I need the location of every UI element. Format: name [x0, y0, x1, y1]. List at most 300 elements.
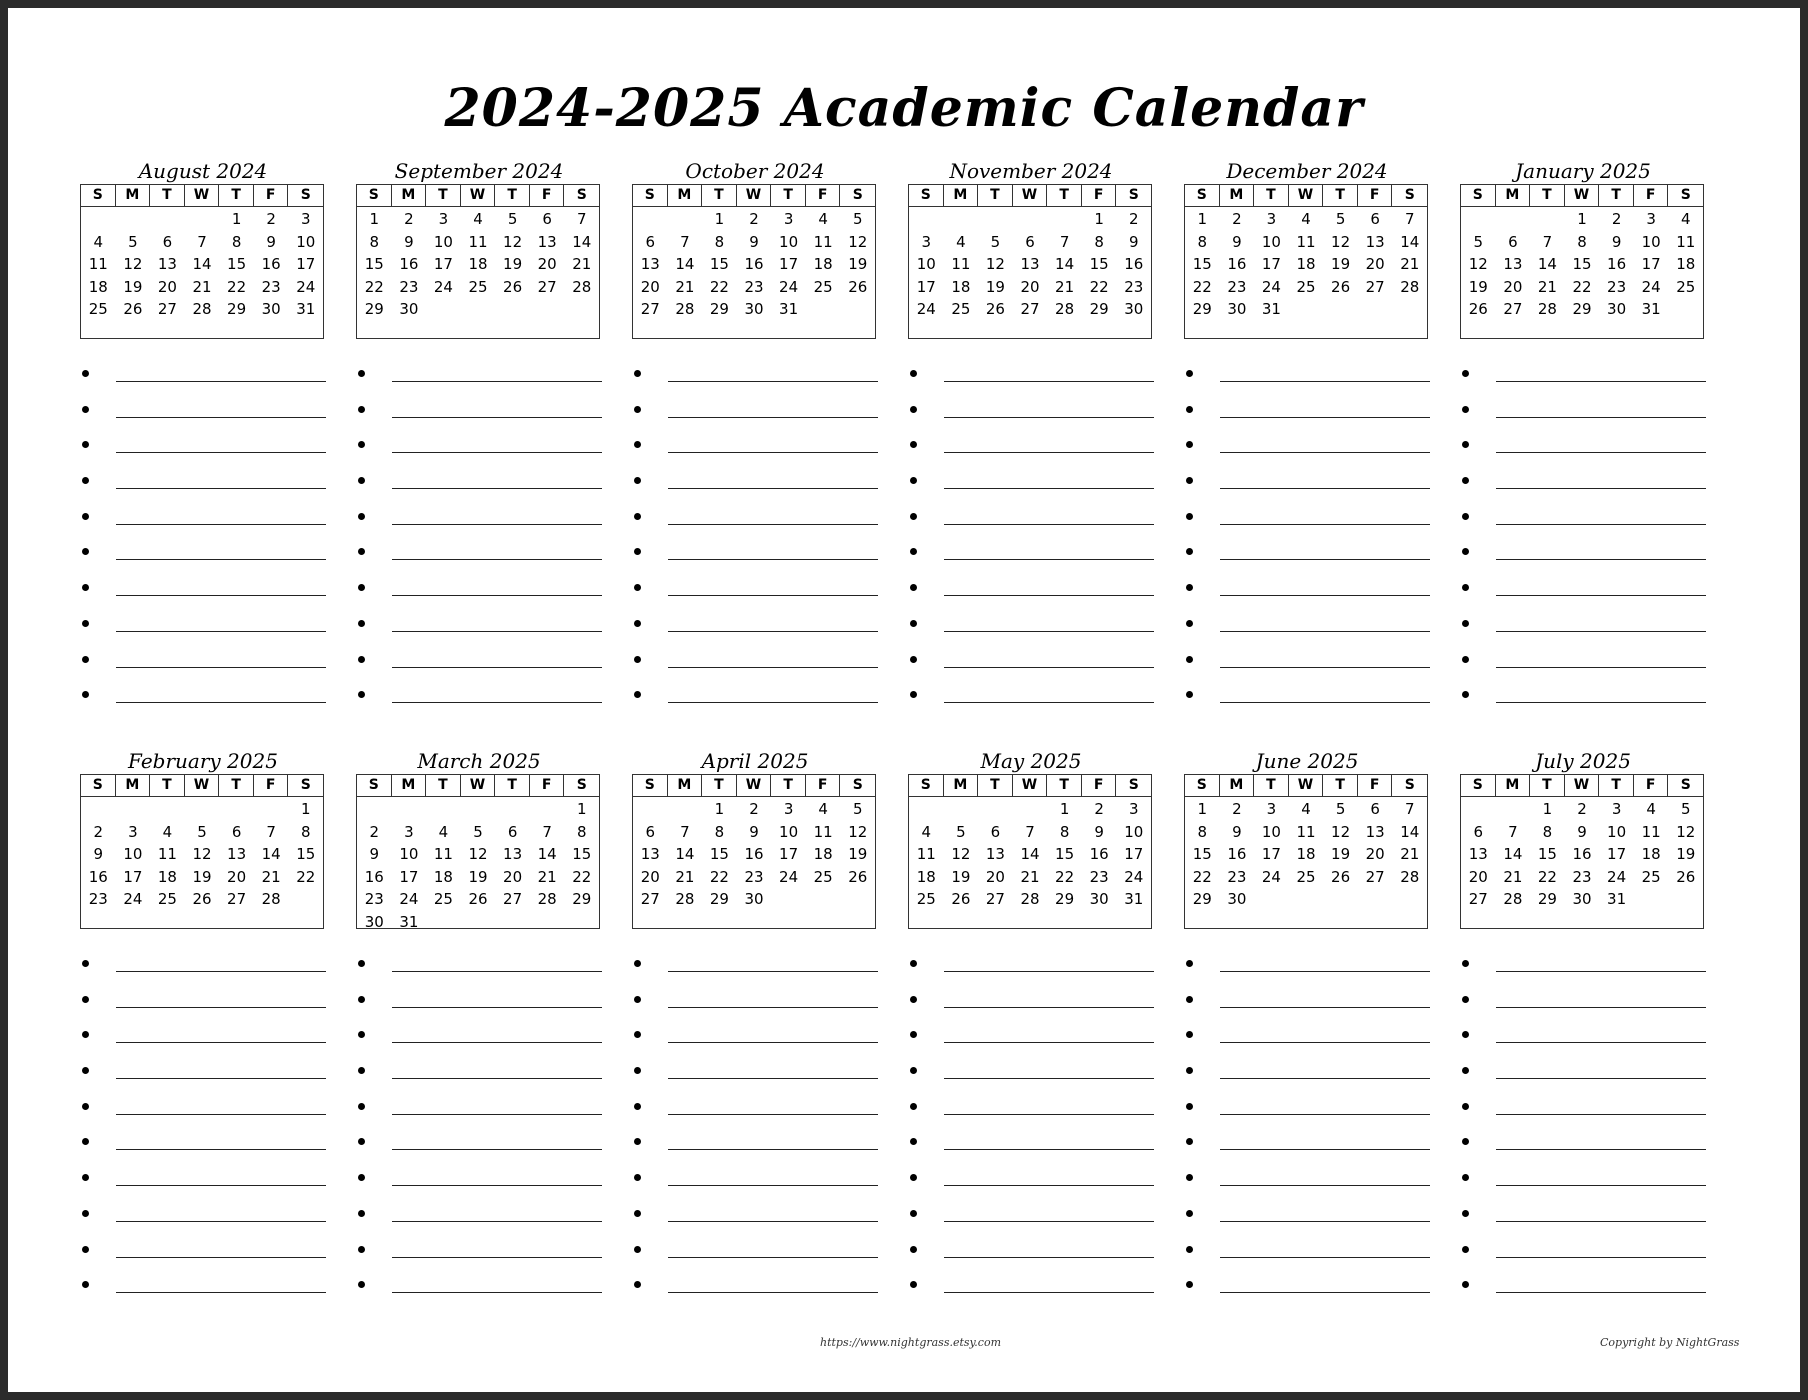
day-cell: 6 [645, 232, 656, 251]
note-line[interactable] [908, 1275, 1154, 1311]
note-line[interactable] [1460, 954, 1706, 990]
week-row [81, 798, 323, 821]
note-line[interactable] [356, 990, 602, 1026]
note-line[interactable] [1460, 1061, 1706, 1097]
note-line[interactable] [356, 1204, 602, 1240]
note-line[interactable] [632, 1132, 878, 1168]
day-cell: 23 [1124, 277, 1144, 296]
week-row [81, 843, 323, 866]
week-row [81, 888, 323, 911]
day-cell: 19 [1676, 845, 1696, 863]
note-line[interactable] [1460, 685, 1706, 721]
note-line[interactable] [1184, 1240, 1430, 1276]
bullet-icon [910, 1210, 917, 1217]
day-cell: 14 [1400, 822, 1420, 841]
bullet-icon [910, 441, 917, 448]
note-line[interactable] [80, 507, 326, 543]
day-cell: 17 [433, 255, 453, 273]
note-line[interactable] [356, 364, 602, 400]
note-line[interactable] [632, 542, 878, 578]
note-line[interactable] [356, 614, 602, 650]
note-line[interactable] [1460, 471, 1706, 507]
note-line[interactable] [80, 1061, 326, 1097]
day-cell [806, 298, 841, 321]
day-cell: 24 [296, 277, 316, 296]
bullet-icon [1462, 960, 1469, 967]
weekday-header: T [1047, 185, 1082, 206]
note-line[interactable] [1184, 1025, 1430, 1061]
day-cell: 6 [507, 822, 518, 841]
note-line[interactable] [632, 990, 878, 1026]
note-line[interactable] [632, 614, 878, 650]
day-cell [978, 798, 1013, 821]
bullet-icon [1186, 1281, 1193, 1288]
day-cell: 19 [1468, 277, 1488, 296]
note-line[interactable] [80, 650, 326, 686]
writing-line [116, 971, 326, 972]
writing-line [668, 1149, 878, 1150]
note-line[interactable] [80, 954, 326, 990]
note-line[interactable] [1184, 954, 1430, 990]
note-line[interactable] [1184, 471, 1430, 507]
day-cell: 9 [404, 232, 414, 251]
note-line[interactable] [632, 400, 878, 436]
note-line[interactable] [908, 650, 1154, 686]
bullet-icon [1462, 1210, 1469, 1217]
day-cell: 9 [1128, 232, 1139, 251]
day-cell: 11 [1676, 232, 1696, 251]
note-line[interactable] [356, 1240, 602, 1276]
month-name: June 2025 [1255, 749, 1359, 773]
day-cell [1392, 888, 1427, 911]
day-cell: 8 [1197, 822, 1208, 841]
note-line[interactable] [80, 614, 326, 650]
writing-line [1220, 1007, 1430, 1008]
day-cell [426, 911, 461, 934]
bullet-icon [910, 513, 917, 520]
day-cell: 10 [399, 845, 419, 863]
weekday-header: W [737, 185, 772, 206]
note-line[interactable] [632, 685, 878, 721]
note-line[interactable] [80, 364, 326, 400]
writing-line [668, 559, 878, 560]
note-line[interactable] [632, 364, 878, 400]
note-line[interactable] [632, 435, 878, 471]
bullet-icon [1462, 477, 1469, 484]
writing-line [944, 1042, 1154, 1043]
day-cell: 7 [680, 822, 690, 841]
writing-line [116, 452, 326, 453]
day-cell: 7 [1025, 822, 1035, 841]
note-line[interactable] [908, 364, 1154, 400]
day-cell: 4 [438, 822, 449, 841]
note-line[interactable] [1460, 1168, 1706, 1204]
note-line[interactable] [80, 400, 326, 436]
weekday-header: M [668, 185, 703, 206]
day-cell [185, 208, 220, 231]
day-cell: 16 [1227, 845, 1247, 863]
writing-line [1496, 1114, 1706, 1115]
note-line[interactable] [80, 471, 326, 507]
day-cell: 10 [1124, 822, 1144, 841]
day-cell: 8 [1059, 822, 1070, 841]
day-cell: 18 [951, 277, 971, 296]
day-cell: 4 [93, 232, 104, 251]
writing-line [392, 559, 602, 560]
month-name: October 2024 [685, 159, 825, 183]
day-cell: 1 [714, 210, 725, 228]
note-line[interactable] [80, 1275, 326, 1311]
weekday-header: F [530, 185, 565, 206]
week-row [909, 866, 1151, 889]
day-cell [150, 208, 185, 231]
day-cell: 11 [1296, 822, 1316, 841]
day-cell: 13 [1365, 232, 1385, 251]
day-cell: 2 [1128, 210, 1139, 228]
day-cell: 14 [675, 845, 695, 863]
weekday-header: F [530, 775, 565, 796]
day-cell: 3 [1266, 210, 1277, 228]
weekday-header: S [1680, 187, 1691, 203]
day-cell: 13 [640, 255, 660, 273]
note-line[interactable] [80, 1132, 326, 1168]
day-cell: 11 [88, 255, 108, 273]
bullet-icon [82, 1246, 89, 1253]
month-name: August 2024 [138, 159, 268, 183]
note-line[interactable] [908, 507, 1154, 543]
day-cell: 8 [1197, 232, 1208, 251]
bullet-icon [1186, 1210, 1193, 1217]
note-line[interactable] [908, 578, 1154, 614]
note-line[interactable] [1460, 1204, 1706, 1240]
note-line[interactable] [80, 578, 326, 614]
day-cell: 4 [162, 822, 173, 841]
note-line[interactable] [80, 1097, 326, 1133]
note-line[interactable] [1184, 650, 1430, 686]
day-cell: 29 [1572, 300, 1592, 318]
day-cell: 15 [1055, 845, 1075, 863]
writing-line [116, 667, 326, 668]
note-line[interactable] [1184, 364, 1430, 400]
writing-line [1496, 595, 1706, 596]
day-cell: 14 [1503, 845, 1523, 863]
writing-line [668, 1185, 878, 1186]
day-cell [1634, 888, 1669, 911]
note-line[interactable] [1184, 685, 1430, 721]
day-cell: 28 [572, 277, 592, 296]
day-cell: 16 [1124, 255, 1144, 273]
note-line[interactable] [356, 1097, 602, 1133]
day-cell: 13 [227, 845, 247, 863]
day-cell: 9 [93, 845, 104, 863]
note-line[interactable] [908, 1204, 1154, 1240]
note-line[interactable] [356, 578, 602, 614]
day-cell: 27 [1503, 300, 1523, 318]
bullet-icon [1462, 406, 1469, 413]
note-line[interactable] [356, 685, 602, 721]
note-line[interactable] [908, 614, 1154, 650]
note-line[interactable] [80, 542, 326, 578]
day-cell: 16 [744, 255, 764, 273]
note-line[interactable] [908, 471, 1154, 507]
day-cell: 13 [157, 255, 177, 273]
notes-list [80, 954, 326, 1311]
note-line[interactable] [1184, 400, 1430, 436]
day-cell: 6 [1025, 232, 1035, 251]
writing-line [1220, 524, 1430, 525]
note-line[interactable] [1184, 578, 1430, 614]
month-block [1460, 158, 1706, 721]
writing-line [944, 1221, 1154, 1222]
note-line[interactable] [1460, 435, 1706, 471]
day-cell: 23 [1572, 867, 1592, 886]
note-line[interactable] [1460, 1097, 1706, 1133]
day-cell: 17 [1607, 845, 1627, 863]
day-cell: 8 [1094, 232, 1104, 251]
note-line[interactable] [908, 990, 1154, 1026]
day-cell: 31 [1641, 300, 1661, 318]
note-line[interactable] [632, 471, 878, 507]
bullet-icon [910, 1246, 917, 1253]
note-line[interactable] [908, 1097, 1154, 1133]
note-line[interactable] [1184, 507, 1430, 543]
note-line[interactable] [908, 1168, 1154, 1204]
day-cell: 31 [399, 912, 419, 931]
note-line[interactable] [1184, 990, 1430, 1026]
day-cell: 11 [433, 845, 453, 863]
week-row [81, 253, 323, 276]
notes-list [356, 954, 602, 1311]
day-cell: 1 [1059, 800, 1070, 818]
day-cell: 12 [468, 845, 488, 863]
note-line[interactable] [356, 471, 602, 507]
week-row [909, 843, 1151, 866]
note-line[interactable] [1460, 1025, 1706, 1061]
note-line[interactable] [632, 1097, 878, 1133]
weekday-header: S [300, 777, 311, 793]
note-line[interactable] [632, 578, 878, 614]
day-cell: 5 [128, 232, 138, 251]
note-line[interactable] [80, 1025, 326, 1061]
writing-line [116, 1185, 326, 1186]
week-row [1461, 231, 1703, 254]
note-line[interactable] [80, 990, 326, 1026]
note-line[interactable] [1184, 614, 1430, 650]
day-cell [1668, 888, 1703, 911]
day-cell: 24 [779, 867, 799, 886]
note-line[interactable] [908, 1061, 1154, 1097]
writing-line [116, 1114, 326, 1115]
bullet-icon [1462, 513, 1469, 520]
note-line[interactable] [908, 1025, 1154, 1061]
weekday-header: S [1461, 185, 1496, 206]
footer-copyright: Copyright by NightGrass [1600, 1336, 1740, 1349]
day-cell: 3 [783, 800, 794, 818]
note-line[interactable] [632, 1168, 878, 1204]
note-line[interactable] [1460, 990, 1706, 1026]
weekday-header: T [150, 185, 185, 206]
day-cell: 27 [1365, 277, 1385, 296]
day-cell: 4 [1680, 210, 1691, 228]
writing-line [944, 1292, 1154, 1293]
writing-line [1496, 417, 1706, 418]
note-line[interactable] [908, 435, 1154, 471]
day-cell: 8 [1577, 232, 1587, 251]
weekday-header: F [1082, 185, 1117, 206]
bullet-icon [358, 1174, 365, 1181]
week-row [1185, 208, 1427, 231]
bullet-icon [1186, 620, 1193, 627]
writing-line [392, 1257, 602, 1258]
note-line[interactable] [632, 507, 878, 543]
note-line[interactable] [356, 400, 602, 436]
writing-line [668, 1292, 878, 1293]
note-line[interactable] [1184, 542, 1430, 578]
day-cell: 2 [369, 822, 380, 841]
note-line[interactable] [356, 954, 602, 990]
note-line[interactable] [1460, 1275, 1706, 1311]
weekday-header: M [1496, 185, 1531, 206]
note-line[interactable] [1460, 1240, 1706, 1276]
note-line[interactable] [1184, 1275, 1430, 1311]
writing-line [1220, 971, 1430, 972]
day-cell: 25 [1641, 867, 1661, 886]
note-line[interactable] [1460, 1132, 1706, 1168]
note-line[interactable] [356, 650, 602, 686]
note-line[interactable] [1184, 1061, 1430, 1097]
day-cell: 29 [364, 300, 384, 318]
day-cell: 28 [537, 890, 557, 908]
weekday-header: F [254, 185, 289, 206]
day-cell [840, 888, 875, 911]
note-line[interactable] [632, 1061, 878, 1097]
day-cell: 29 [1055, 890, 1075, 908]
month-grid [908, 774, 1152, 929]
note-line[interactable] [632, 650, 878, 686]
month-grid [80, 184, 324, 339]
bullet-icon [82, 620, 89, 627]
day-cell: 11 [1296, 232, 1316, 251]
note-line[interactable] [908, 1240, 1154, 1276]
weekday-header: W [1565, 775, 1600, 796]
day-cell: 8 [714, 822, 725, 841]
day-cell: 17 [1261, 255, 1281, 273]
day-cell: 12 [1331, 232, 1351, 251]
writing-line [1220, 667, 1430, 668]
bullet-icon [1462, 1138, 1469, 1145]
note-line[interactable] [1184, 435, 1430, 471]
day-cell: 13 [985, 845, 1005, 863]
bullet-icon [358, 1067, 365, 1074]
note-line[interactable] [1460, 650, 1706, 686]
bullet-icon [910, 1067, 917, 1074]
note-line[interactable] [1184, 1168, 1430, 1204]
day-cell: 11 [1641, 822, 1661, 841]
note-line[interactable] [908, 954, 1154, 990]
note-line[interactable] [1460, 614, 1706, 650]
note-line[interactable] [356, 1132, 602, 1168]
note-line[interactable] [356, 1025, 602, 1061]
day-cell: 3 [1266, 800, 1277, 818]
day-cell: 1 [714, 800, 725, 818]
note-line[interactable] [80, 1168, 326, 1204]
day-cell: 8 [369, 232, 380, 251]
day-cell: 12 [848, 232, 868, 251]
note-line[interactable] [356, 1061, 602, 1097]
writing-line [1220, 1185, 1430, 1186]
note-line[interactable] [356, 507, 602, 543]
day-cell: 25 [157, 890, 177, 908]
footer-url: https://www.nightgrass.etsy.com [820, 1336, 1002, 1349]
bullet-icon [634, 1103, 641, 1110]
day-cell [530, 798, 565, 821]
day-cell: 14 [537, 845, 557, 863]
note-line[interactable] [1460, 507, 1706, 543]
day-cell: 23 [364, 890, 384, 908]
note-line[interactable] [1184, 1132, 1430, 1168]
week-row [357, 843, 599, 866]
note-line[interactable] [632, 1025, 878, 1061]
week-row [1461, 821, 1703, 844]
note-line[interactable] [1460, 364, 1706, 400]
day-cell: 3 [921, 232, 932, 251]
day-cell: 24 [399, 890, 419, 908]
note-line[interactable] [1460, 400, 1706, 436]
weekday-header: W [461, 775, 496, 796]
note-line[interactable] [80, 1240, 326, 1276]
note-line[interactable] [356, 1275, 602, 1311]
note-line[interactable] [80, 435, 326, 471]
bullet-icon [358, 996, 365, 1003]
note-line[interactable] [632, 1275, 878, 1311]
note-line[interactable] [1460, 542, 1706, 578]
note-line[interactable] [908, 400, 1154, 436]
note-line[interactable] [632, 1204, 878, 1240]
note-line[interactable] [1460, 578, 1706, 614]
note-line[interactable] [1184, 1097, 1430, 1133]
weekday-header: S [357, 775, 392, 796]
note-line[interactable] [80, 1204, 326, 1240]
note-line[interactable] [1184, 1204, 1430, 1240]
day-cell: 20 [640, 867, 660, 886]
day-cell: 2 [1232, 210, 1242, 228]
day-cell: 31 [1607, 890, 1627, 908]
note-line[interactable] [908, 1132, 1154, 1168]
month-grid [908, 184, 1152, 339]
day-cell [1254, 888, 1289, 911]
weekday-header: M [116, 185, 151, 206]
weekday-header: T [771, 775, 806, 796]
weekday-header: T [702, 775, 737, 796]
bullet-icon [358, 1138, 365, 1145]
note-line[interactable] [356, 542, 602, 578]
weekday-header: T [702, 185, 737, 206]
weekday-header: M [1220, 185, 1255, 206]
note-line[interactable] [356, 435, 602, 471]
weekday-header: S [576, 187, 587, 203]
note-line[interactable] [908, 542, 1154, 578]
note-line[interactable] [632, 1240, 878, 1276]
day-cell: 25 [916, 890, 936, 908]
day-cell: 6 [162, 232, 173, 251]
day-cell: 21 [1400, 255, 1420, 273]
note-line[interactable] [632, 954, 878, 990]
note-line[interactable] [356, 1168, 602, 1204]
note-line[interactable] [80, 685, 326, 721]
writing-line [668, 524, 878, 525]
weekday-header: T [495, 775, 530, 796]
note-line[interactable] [908, 685, 1154, 721]
